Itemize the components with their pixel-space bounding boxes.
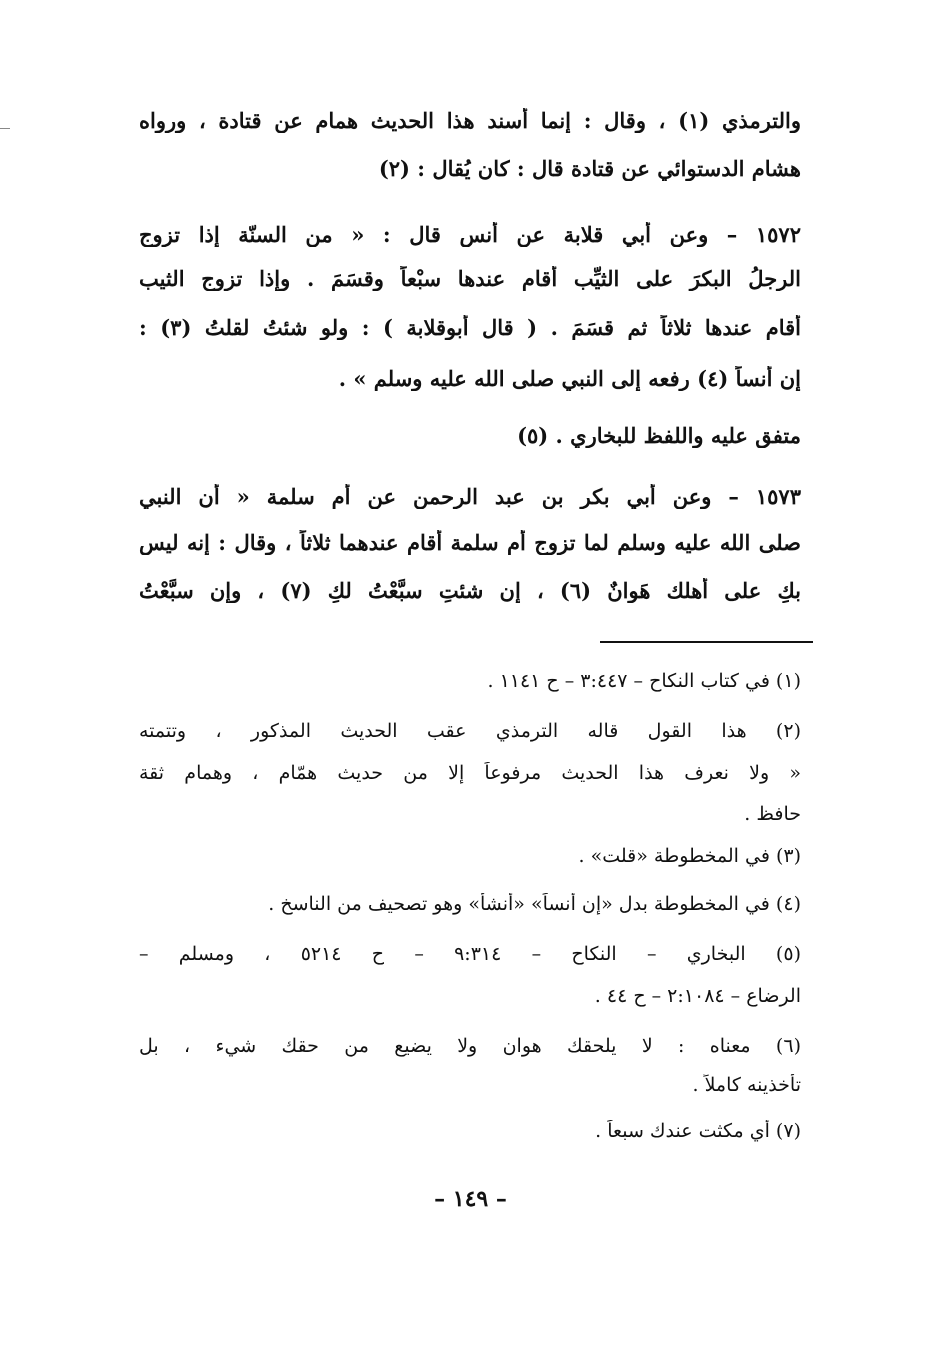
footnote-line: (٧) أي مكثت عندك سبعاً .	[595, 1120, 801, 1142]
footnote-line: (٤) في المخطوطة بدل «إن أنساً» «أنشأ» وهو تصحيف من الناسخ .	[268, 893, 801, 915]
hadith-1573-line: بكِ على أهلك هَوانٌ (٦) ، إن شئتِ سبَّعْتُ لكِ (٧) ، وإن سبَّعْتُ	[139, 578, 801, 603]
hadith-source-line: متفق عليه واللفظ للبخاري . (٥)	[517, 423, 801, 448]
hadith-1572-line: أقام عندها ثلاثاً ثم قسَمَ . ( قال أبوقلابة ) : ولو شئتُ لقلتُ (٣) :	[139, 315, 801, 340]
footnote-line: (٦) معناه : لا يلحقك هوان ولا يضيع من حقك شيء ، بل	[139, 1035, 801, 1057]
footnote-separator	[600, 641, 813, 643]
hadith-1572-line: إن أنساً (٤) رفعه إلى النبي صلى الله عليه وسلم » .	[338, 366, 801, 391]
footnote-line: (٥) البخاري – النكاح – ٩:٣١٤ – ح ٥٢١٤ ، ومسلم –	[139, 943, 801, 965]
footnote-line: حافظ .	[744, 803, 801, 825]
footnote-line: « ولا نعرف هذا الحديث مرفوعاً إلا من حديث همّام ، وهمام ثقة	[139, 762, 801, 784]
hadith-1573-line: صلى الله عليه وسلم لما تزوج أم سلمة أقام عندهما ثلاثاً ، وقال : إنه ليس	[139, 530, 801, 555]
body-line: والترمذي (١) ، وقال : إنما أسند هذا الحديث همام عن قتادة ، ورواه	[139, 108, 801, 133]
footnote-line: (٣) في المخطوطة «قلت» .	[578, 845, 801, 867]
hadith-1572-line: الرجلُ البكرَ على الثيِّب أقام عندها سبْعاً وقسَمَ . وإذا تزوج الثيب	[139, 266, 801, 291]
hadith-1572-line: ١٥٧٢ – وعن أبي قلابة عن أنس قال : « من السنّة إذا تزوج	[139, 222, 801, 247]
footnote-line: الرضاع – ٢:١٠٨٤ – ح ٤٤ .	[594, 985, 801, 1007]
hadith-1573-line: ١٥٧٣ – وعن أبي بكر بن عبد الرحمن عن أم سلمة « أن النبي	[139, 484, 801, 509]
body-line: هشام الدستوائي عن قتادة قال : كان يُقال : (٢)	[378, 156, 801, 181]
footnote-line: (٢) هذا القول قاله الترمذي عقب الحديث المذكور ، وتتمته	[139, 720, 801, 742]
page-number: – ١٤٩ –	[434, 1186, 507, 1212]
scan-edge-mark	[0, 128, 10, 129]
footnote-line: (١) في كتاب النكاح – ٣:٤٤٧ – ح ١١٤١ .	[487, 670, 801, 692]
footnote-line: تأخذينه كاملاً .	[692, 1074, 801, 1096]
